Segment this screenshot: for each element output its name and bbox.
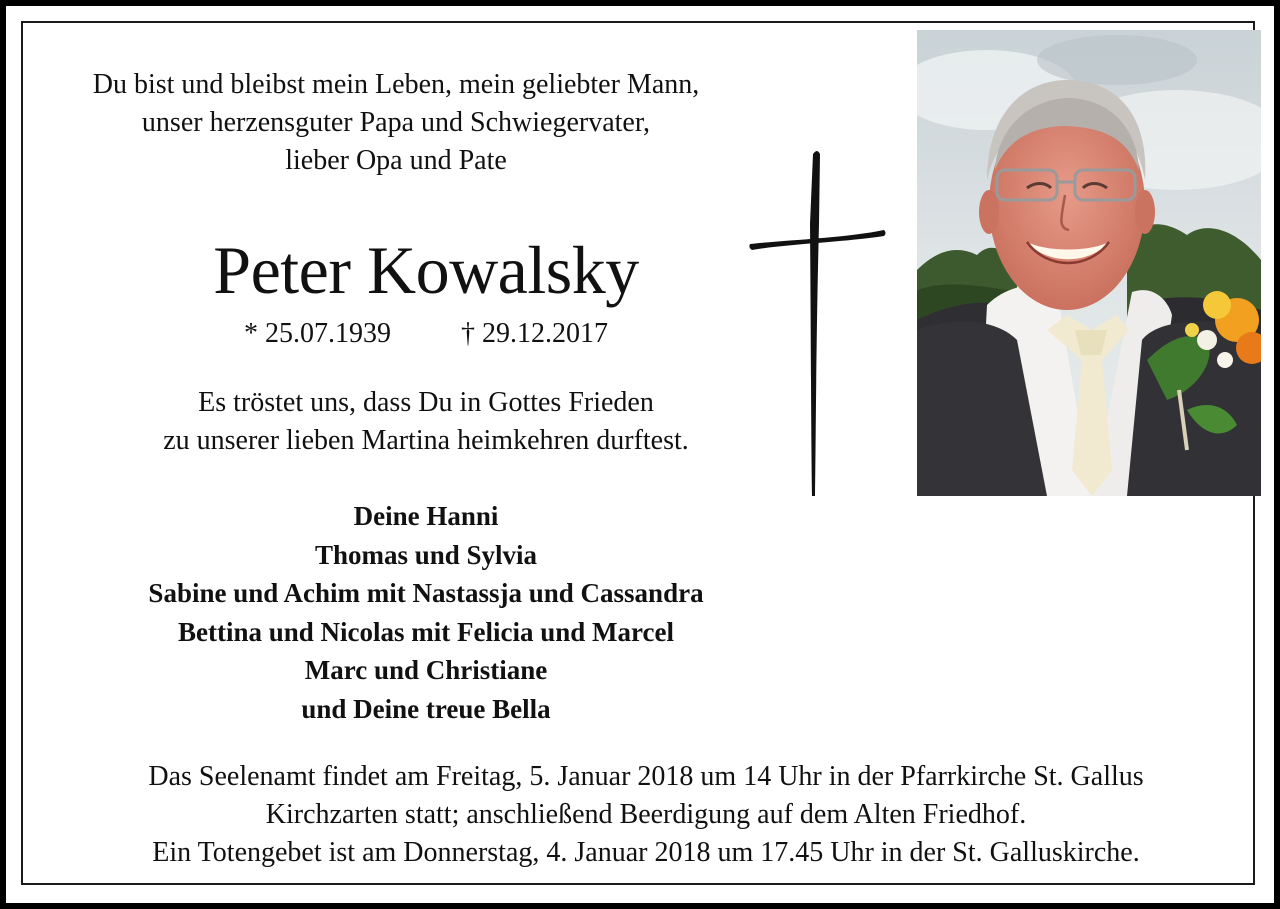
deceased-name: Peter Kowalsky — [213, 232, 639, 308]
family-line: Sabine und Achim mit Nastassja und Cassandra — [148, 578, 704, 608]
obituary-notice — [6, 6, 1274, 903]
intro-line: unser herzensguter Papa und Schwiegervater, — [141, 107, 651, 138]
birth-date: * 25.07.1939 — [244, 318, 391, 349]
intro-line: lieber Opa und Pate — [285, 145, 507, 176]
service-line: Kirchzarten statt; anschließend Beerdigung auf dem Alten Friedhof. — [265, 799, 1027, 830]
portrait-photo — [917, 30, 1261, 496]
latin-cross-icon — [746, 146, 891, 501]
family-line: Deine Hanni — [353, 501, 499, 531]
family-line: Marc und Christiane — [304, 655, 548, 685]
service-line: Das Seelenamt findet am Freitag, 5. Januar 2018 um 14 Uhr in der Pfarrkirche St. Gallus — [148, 761, 1144, 792]
intro-text — [46, 66, 746, 180]
service-info — [26, 758, 1266, 872]
family-line: und Deine treue Bella — [301, 693, 551, 724]
family-list — [46, 497, 806, 728]
intro-line: Du bist und bleibst mein Leben, mein geliebter Mann, — [92, 69, 700, 100]
service-line: Ein Totengebet ist am Donnerstag, 4. Januar 2018 um 17.45 Uhr in der St. Galluskirche. — [152, 837, 1140, 868]
life-dates — [46, 314, 806, 354]
family-line: Bettina und Nicolas mit Felicia und Marcel — [178, 616, 674, 647]
death-date: † 29.12.2017 — [461, 318, 608, 349]
comfort-line: Es tröstet uns, dass Du in Gottes Frieden — [198, 387, 654, 418]
comfort-text — [46, 384, 806, 460]
family-line: Thomas und Sylvia — [314, 539, 538, 570]
comfort-line: zu unserer lieben Martina heimkehren durftest. — [163, 425, 689, 456]
